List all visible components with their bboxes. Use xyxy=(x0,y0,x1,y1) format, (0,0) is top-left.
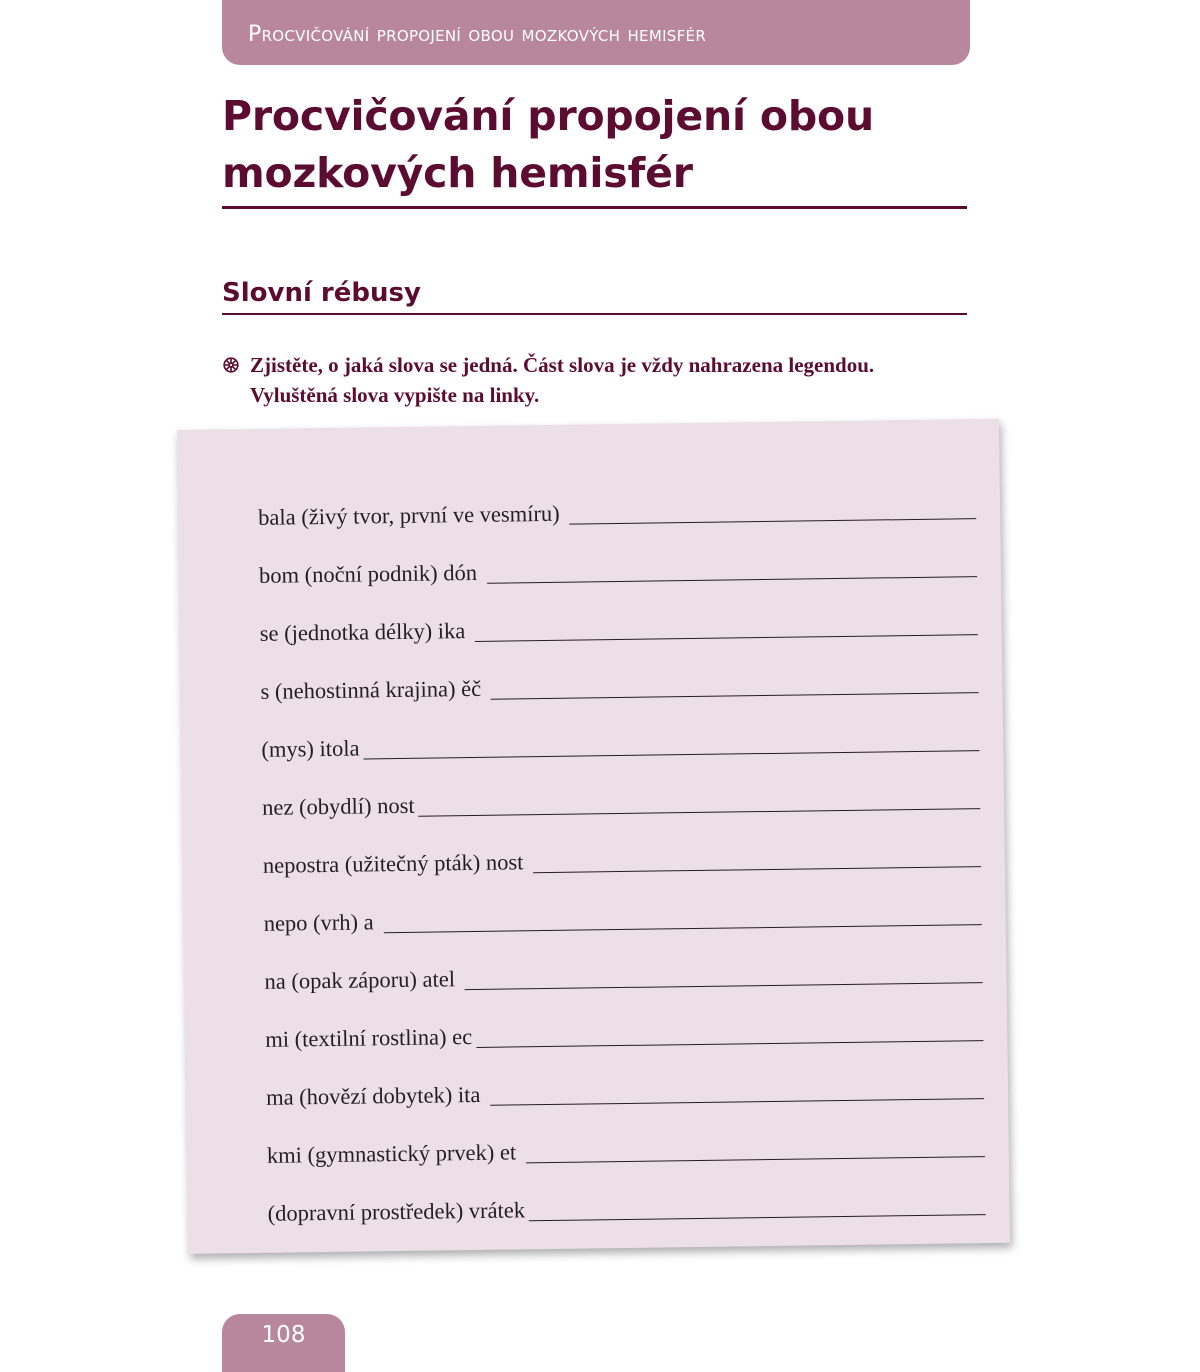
rebus-row xyxy=(265,1013,983,1055)
rebus-row xyxy=(260,607,978,649)
section-divider xyxy=(222,313,967,315)
page-number-tab xyxy=(222,1314,345,1372)
rebus-clue: se (jednotka délky) ika xyxy=(259,618,472,646)
rebus-clue: bom (noční podnik) dón xyxy=(258,559,483,588)
rebus-clue: mi (textilní rostlina) ec xyxy=(265,1024,473,1052)
rebus-clue: nepostra (užitečný pták) nost xyxy=(262,849,530,878)
rebus-row xyxy=(263,897,981,939)
rebus-clue: ma (hovězí dobytek) ita xyxy=(265,1081,487,1110)
running-header-title: Procvičování propojení obou mozkových hemisfér xyxy=(248,22,707,47)
answer-line[interactable] xyxy=(475,634,978,642)
rebus-row xyxy=(261,723,979,765)
rebus-row xyxy=(260,665,978,707)
answer-line[interactable] xyxy=(465,982,983,990)
rebus-row xyxy=(262,781,980,823)
rebus-row xyxy=(263,839,981,881)
answer-line[interactable] xyxy=(533,866,981,873)
rebus-clue: na (opak záporu) atel xyxy=(264,966,461,994)
rebus-card xyxy=(177,419,1010,1254)
rebus-clue: nepo (vrh) a xyxy=(263,909,380,936)
answer-line[interactable] xyxy=(364,750,980,759)
rebus-clue: (mys) itola xyxy=(261,735,360,762)
exercise-instruction xyxy=(222,350,962,410)
flower-bullet-icon xyxy=(222,356,240,374)
rebus-clue: s (nehostinná krajina) ěč xyxy=(260,675,487,704)
page-title: Procvičování propojení obou mozkových hemisfér xyxy=(222,92,875,197)
answer-line[interactable] xyxy=(383,924,981,933)
instruction-text: Zjistěte, o jaká slova se jedná. Část slova je vždy nahrazena legendou. Vyluštěná slova vypište na linky. xyxy=(250,353,875,407)
answer-line[interactable] xyxy=(487,576,977,584)
answer-line[interactable] xyxy=(569,518,976,525)
rebus-clue: nez (obydlí) nost xyxy=(261,792,415,820)
rebus-clue: (dopravní prostředek) vrátek xyxy=(267,1197,526,1226)
title-divider xyxy=(222,206,967,209)
rebus-row xyxy=(258,491,976,533)
answer-line[interactable] xyxy=(476,1040,983,1048)
rebus-row xyxy=(264,955,982,997)
rebus-clue: kmi (gymnastický prvek) et xyxy=(266,1139,522,1168)
answer-line[interactable] xyxy=(529,1214,986,1221)
answer-line[interactable] xyxy=(490,1098,984,1106)
rebus-row xyxy=(267,1187,985,1229)
page-number: 108 xyxy=(261,1322,306,1348)
section-title: Slovní rébusy xyxy=(222,278,421,308)
running-header xyxy=(222,0,970,65)
rebus-row xyxy=(267,1129,985,1171)
rebus-clue: bala (živý tvor, první ve vesmíru) xyxy=(258,500,566,530)
rebus-row xyxy=(259,549,977,591)
answer-line[interactable] xyxy=(419,808,980,817)
answer-line[interactable] xyxy=(491,692,979,700)
answer-line[interactable] xyxy=(526,1156,985,1163)
rebus-row xyxy=(266,1071,984,1113)
